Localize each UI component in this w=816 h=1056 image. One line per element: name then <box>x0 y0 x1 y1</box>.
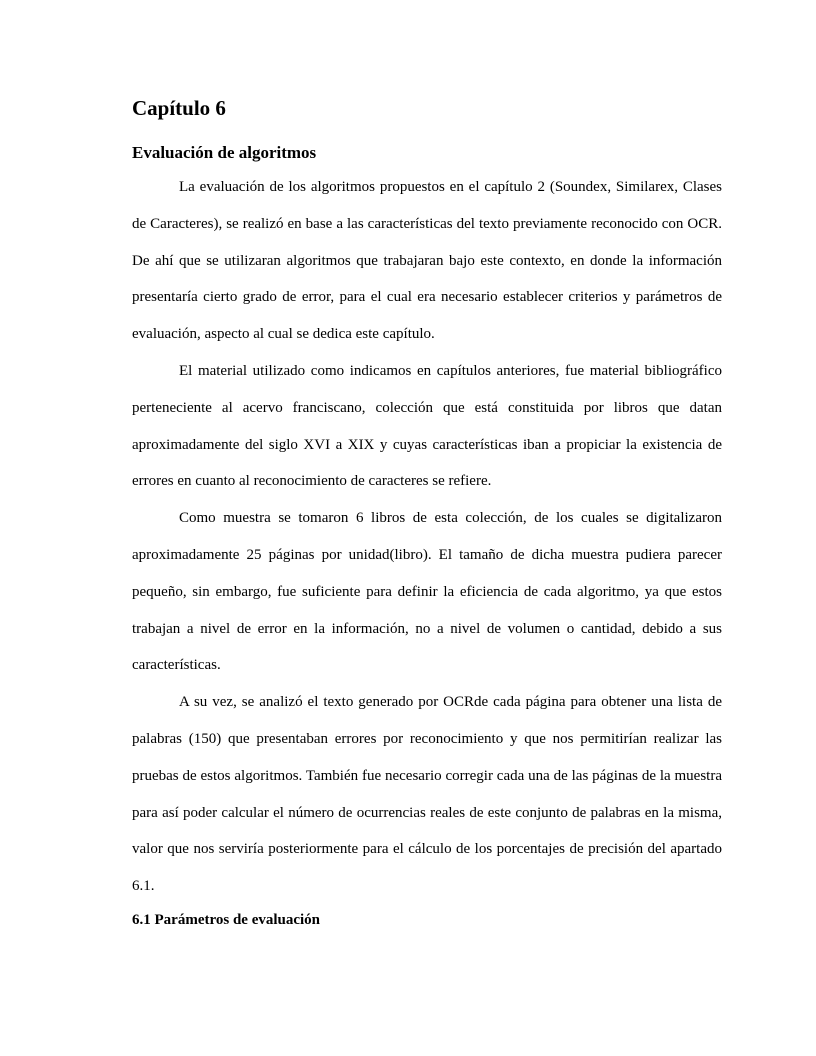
document-page <box>132 92 722 935</box>
paragraph: La evaluación de los algoritmos propuestos en el capítulo 2 (Soundex, Similarex, Clases de Caracteres), se realizó en base a las características del texto previamente reconocido con OCR. De ahí que se utilizaran algoritmos que trabajaran bajo este contexto, en donde la información presentaría cierto grado de error, para el cual era necesario establecer criterios y parámetros de evaluación, aspecto al cual se dedica este capítulo. <box>132 179 722 343</box>
paragraph: Como muestra se tomaron 6 libros de esta colección, de los cuales se digitalizaron aproximadamente 25 páginas por unidad(libro). El tamaño de dicha muestra pudiera parecer pequeño, sin embargo, fue suficiente para definir la eficiencia de cada algoritmo, ya que estos trabajan a nivel de error en la información, no a nivel de volumen o cantidad, debido a sus características. <box>132 510 722 674</box>
chapter-title: Capítulo 6 <box>132 96 226 120</box>
paragraph: A su vez, se analizó el texto generado por OCRde cada página para obtener una lista de palabras (150) que presentaban errores por reconocimiento y que nos permitirían realizar las pruebas de estos algoritmos. También fue necesario corregir cada una de las páginas de la muestra para así poder calcular el número de ocurrencias reales de este conjunto de palabras en la misma, valor que nos serviría posteriormente para el cálculo de los porcentajes de precisión del apartado 6.1. <box>132 694 722 895</box>
paragraph: El material utilizado como indicamos en capítulos anteriores, fue material bibliográfico perteneciente al acervo franciscano, colección que está constituida por libros que datan aproximadamente del siglo XVI a XIX y cuyas características iban a propiciar la existencia de errores en cuanto al reconocimiento de caracteres se refiere. <box>132 362 722 490</box>
section-title: Evaluación de algoritmos <box>132 143 317 162</box>
subsection-title: 6.1 Parámetros de evaluación <box>132 911 321 928</box>
